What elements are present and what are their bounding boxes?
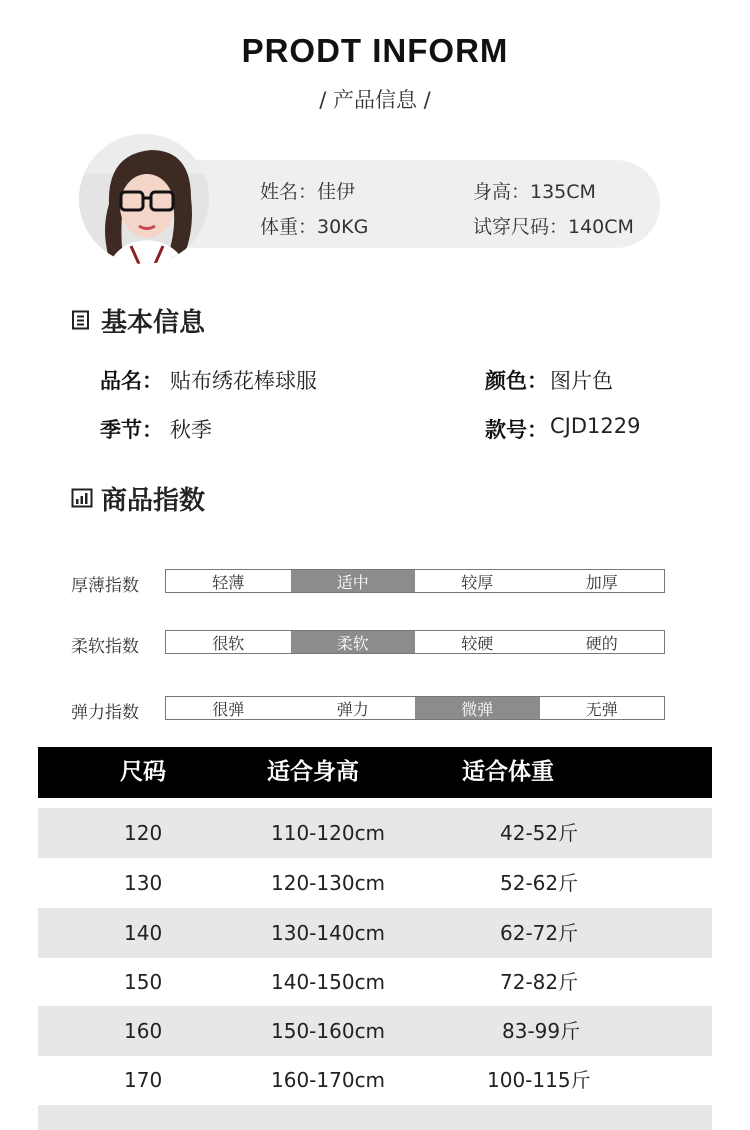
season-value: 秋季 (170, 418, 212, 442)
basic-info-title: 基本信息 (101, 308, 206, 338)
scale-option: 无弹 (585, 699, 618, 719)
weight-cell: 72-82斤 (500, 970, 579, 994)
season-label: 季节： (100, 418, 163, 442)
model-name: 姓名：佳伊 (260, 181, 356, 203)
product-name-label: 品名： (100, 369, 163, 393)
height-cell: 160-170cm (271, 1068, 386, 1092)
weight-cell: 52-62斤 (500, 871, 579, 895)
size-table-header (38, 747, 712, 798)
size-cell: 160 (124, 1019, 163, 1043)
header-size: 尺码 (120, 759, 166, 785)
table-row (38, 957, 712, 1007)
softness-label: 柔软指数 (71, 637, 139, 657)
size-cell: 130 (124, 871, 163, 895)
bar-chart-icon (71, 488, 91, 508)
softness-scale (165, 630, 665, 654)
scale-option: 加厚 (585, 572, 618, 592)
page-title: PRODT INFORM (241, 32, 509, 69)
thickness-scale (165, 569, 665, 593)
page-subtitle: / 产品信息 / (319, 88, 431, 112)
table-row (38, 1055, 712, 1105)
table-row (38, 1006, 712, 1056)
scale-option: 微弹 (415, 697, 540, 719)
header-weight: 适合体重 (462, 759, 554, 785)
table-row (38, 1105, 712, 1130)
size-cell: 150 (124, 970, 163, 994)
table-row (38, 858, 712, 908)
weight-cell: 62-72斤 (500, 921, 579, 945)
weight-cell: 83-99斤 (502, 1019, 581, 1043)
weight-cell: 42-52斤 (500, 821, 579, 845)
style-number-value: CJD1229 (550, 414, 641, 438)
scale-option: 轻薄 (212, 572, 245, 592)
index-title: 商品指数 (101, 486, 206, 516)
style-number-label: 款号： (485, 418, 548, 442)
elasticity-scale (165, 696, 665, 720)
scale-option: 适中 (291, 570, 416, 592)
scale-option: 很弹 (212, 699, 245, 719)
table-row (38, 908, 712, 958)
scale-option: 较厚 (461, 572, 494, 592)
product-name-value: 贴布绣花棒球服 (170, 369, 317, 393)
model-weight: 体重：30KG (260, 216, 369, 238)
scale-option: 硬的 (585, 633, 618, 653)
scale-option: 柔软 (291, 631, 416, 653)
weight-cell: 100-115斤 (487, 1068, 591, 1092)
scale-option: 很软 (212, 633, 245, 653)
model-height: 身高：135CM (473, 181, 596, 203)
color-label: 颜色： (485, 369, 548, 393)
height-cell: 120-130cm (271, 871, 386, 895)
size-cell: 120 (124, 821, 163, 845)
document-icon (71, 310, 91, 330)
height-cell: 130-140cm (271, 921, 386, 945)
elasticity-label: 弹力指数 (71, 703, 139, 723)
model-trial-size: 试穿尺码：140CM (473, 216, 634, 238)
size-cell: 140 (124, 921, 163, 945)
height-cell: 140-150cm (271, 970, 386, 994)
thickness-label: 厚薄指数 (71, 576, 139, 596)
color-value: 图片色 (550, 369, 613, 393)
height-cell: 110-120cm (271, 821, 386, 845)
scale-option: 较硬 (461, 633, 494, 653)
scale-option: 弹力 (336, 699, 369, 719)
table-row (38, 808, 712, 858)
model-avatar (79, 134, 209, 264)
height-cell: 150-160cm (271, 1019, 386, 1043)
size-cell: 170 (124, 1068, 163, 1092)
header-height: 适合身高 (267, 759, 359, 785)
